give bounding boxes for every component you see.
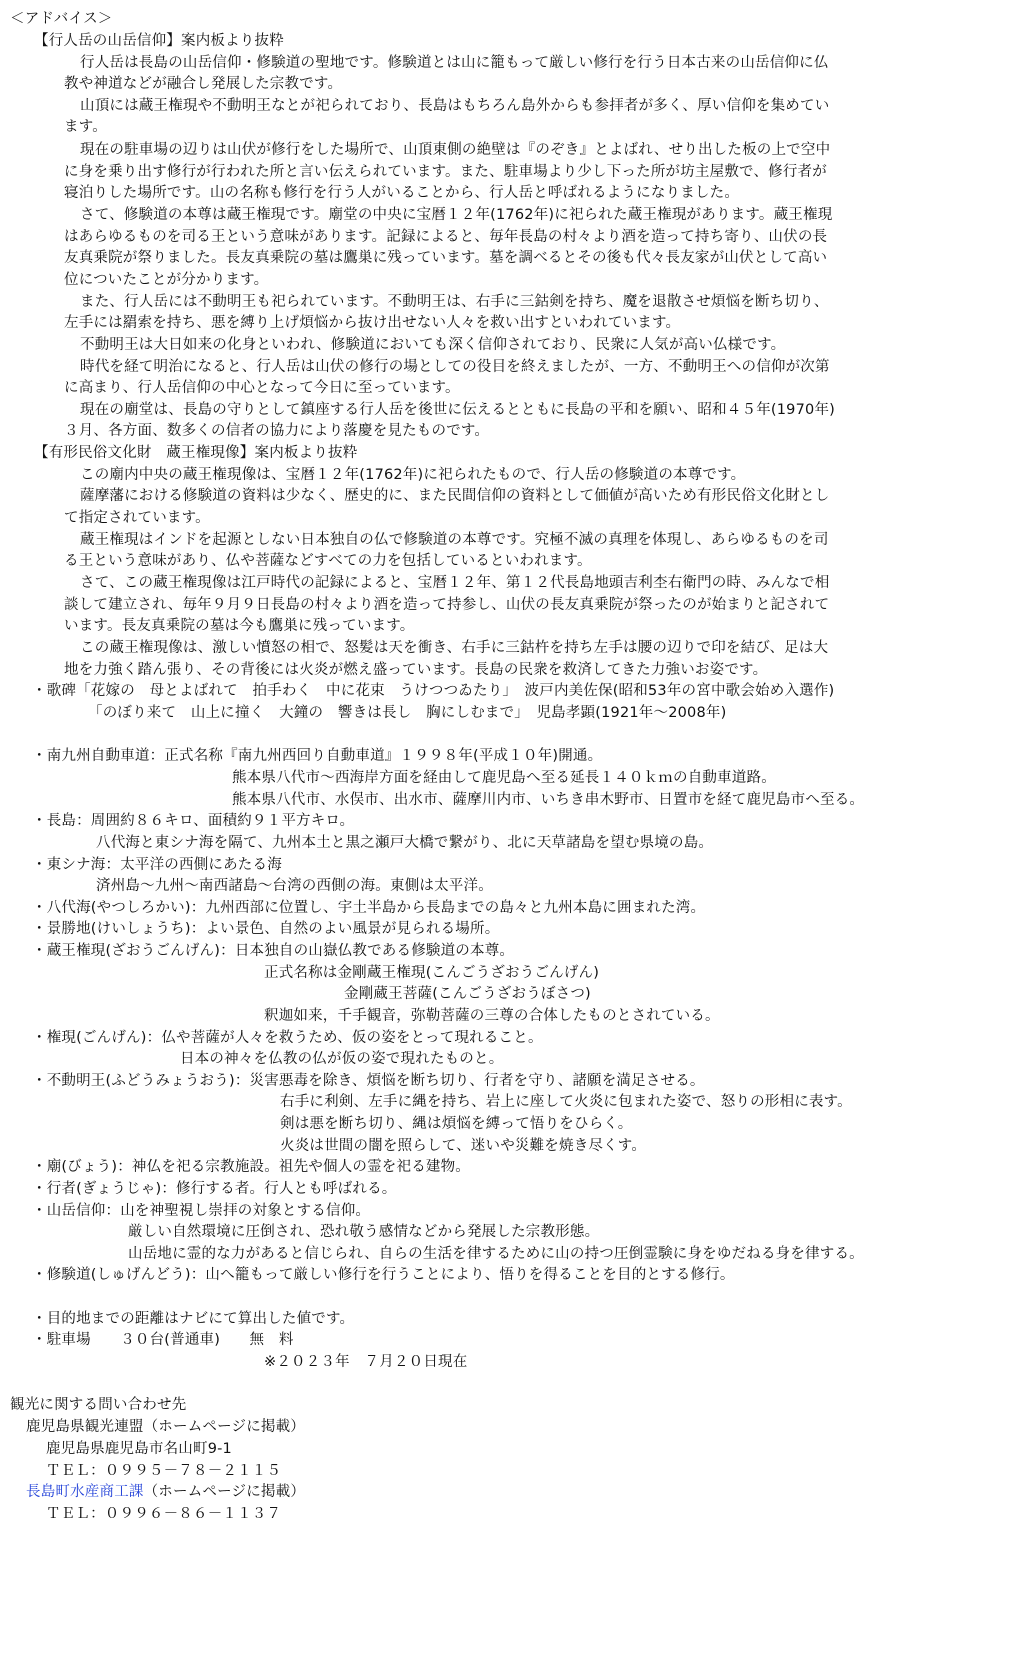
glossary-detail: 釈迦如来，千手観音，弥勒菩薩の三尊の合体したものとされている。 <box>264 1008 720 1024</box>
paragraph-line: 時代を経て明治になると、行人岳は山伏の修行の場としての役目を終えましたが、一方、不動明王への信仰が次第 <box>80 359 830 375</box>
paragraph-line: はあらゆるものを司る王という意味があります。記録によると、毎年長島の村々より酒を造って持ち寄り、山伏の長 <box>64 229 828 245</box>
parking-info: ・駐車場 ３０台(普通車) 無 料 <box>32 1332 294 1348</box>
paragraph-line: 山頂には蔵王権現や不動明王なとが祀られており、長島はもちろん島外からも参拝者が多く、厚い信仰を集めてい <box>80 98 830 114</box>
paragraph-line: 薩摩藩における修験道の資料は少なく、歴史的に、また民間信仰の資料として価値が高いため有形民俗文化財とし <box>80 488 830 504</box>
section-title-gyoninndake: 【行人岳の山岳信仰】案内板より抜粋 <box>34 33 284 49</box>
paragraph-line: 現在の駐車場の辺りは山伏が修行をした場所で、山頂東側の絶壁は『のぞき』とよばれ、せり出した板の上で空中 <box>80 142 831 158</box>
paragraph-line: また、行人岳には不動明王も祀られています。不動明王は、右手に三鈷剣を持ち、魔を退散させ煩悩を断ち切り、 <box>80 294 829 310</box>
glossary-detail: 火炎は世間の闇を照らして、迷いや災難を焼き尽くす。 <box>280 1138 647 1154</box>
paragraph-line: 位についたことが分かります。 <box>64 272 269 288</box>
nagashima-office-link[interactable]: 長島町水産商工課 <box>26 1484 144 1500</box>
paragraph-line: 左手には羂索を持ち、悪を縛り上げ煩悩から抜け出せない人々を救い出すといわれています。 <box>64 315 681 331</box>
paragraph-line: 寝泊りした場所です。山の名称も修行を行う人がいることから、行人岳と呼ばれるようになりました。 <box>64 185 740 201</box>
contact-heading: 観光に関する問い合わせ先 <box>10 1397 187 1413</box>
paragraph-line: います。長友真乗院の墓は今も鷹巣に残っています。 <box>64 618 415 634</box>
paragraph-line: て指定されています。 <box>64 510 210 526</box>
paragraph-line: 行人岳は長島の山岳信仰・修験道の聖地です。修験道とは山に籠もって厳しい修行を行う日本古来の山岳信仰に仏 <box>80 55 829 71</box>
paragraph-line: 不動明王は大日如来の化身といわれ、修験道においても深く信仰されており、民衆に人気が高い仏様です。 <box>80 337 786 353</box>
glossary-item: ・南九州自動車道：正式名称『南九州西回り自動車道』１９９８年(平成１０年)開通。 <box>32 748 603 764</box>
glossary-item: ・修験道(しゅげんどう)：山へ籠もって厳しい修行を行うことにより、悟りを得ることを目的とする修行。 <box>32 1267 735 1283</box>
advice-heading: ＜アドバイス＞ <box>10 11 113 27</box>
glossary-detail: 金剛蔵王菩薩(こんごうざおうぼさつ) <box>344 986 591 1002</box>
glossary-detail: 済州島～九州～南西諸島～台湾の西側の海。東側は太平洋。 <box>96 878 493 894</box>
paragraph-line: に身を乗り出す修行が行われた所と言い伝えられています。また、駐車場より少し下った所が坊主屋敷で、修行者が <box>64 164 827 180</box>
paragraph-line: この廟内中央の蔵王権現像は、宝暦１２年(1762年)に祀られたもので、行人岳の修験道の本尊です。 <box>80 467 746 483</box>
glossary-item: ・行者(ぎょうじゃ)：修行する者。行人とも呼ばれる。 <box>32 1181 397 1197</box>
glossary-detail: 正式名称は金剛蔵王権現(こんごうざおうごんげん) <box>264 965 600 981</box>
glossary-item: ・景勝地(けいしょうち)：よい景色、自然のよい風景が見られる場所。 <box>32 921 500 937</box>
contact-address: 鹿児島県鹿児島市名山町9-1 <box>46 1441 232 1457</box>
glossary-detail: 剣は悪を断ち切り、縄は煩悩を縛って悟りをひらく。 <box>280 1116 633 1132</box>
contact-org-nagashima <box>26 1481 305 1503</box>
paragraph-line: 現在の廟堂は、長島の守りとして鎮座する行人岳を後世に伝えるとともに長島の平和を願い、昭和４５年(1970年) <box>80 402 836 418</box>
paragraph-line: 地を力強く踏ん張り、その背後には火炎が燃え盛っています。長島の民衆を救済してきた力強いお姿です。 <box>64 662 768 678</box>
paragraph-line: 蔵王権現はインドを起源としない日本独自の仏で修験道の本尊です。究極不滅の真理を体現し、あらゆるものを司 <box>80 532 829 548</box>
section-title-zao-statue: 【有形民俗文化財 蔵王権現像】案内板より抜粋 <box>34 445 358 461</box>
contact-tel: ＴＥＬ：０９９５－７８－２１１５ <box>46 1463 282 1479</box>
distance-note: ・目的地までの距離はナビにて算出した値です。 <box>32 1311 355 1327</box>
glossary-detail: 山岳地に霊的な力があると信じられ、自らの生活を律するために山の持つ圧倒霊験に身をゆだねる身を律する。 <box>128 1246 864 1262</box>
paragraph-line: 談して建立され、毎年９月９日長島の村々より酒を造って持参し、山伏の長友真乗院が祭ったのが始まりと記されて <box>64 597 830 613</box>
glossary-detail: 右手に利剣、左手に縄を持ち、岩上に座して火炎に包まれた姿で、怒りの形相に表す。 <box>280 1094 852 1110</box>
glossary-item: ・八代海(やつしろかい)：九州西部に位置し、宇土半島から長島までの島々と九州本島に囲まれた湾。 <box>32 900 706 916</box>
poem-monument-2: 「のぼり来て 山上に撞く 大鐘の 響きは長し 胸にしむまで」 児島孝顕(1921年～2008年) <box>88 705 727 721</box>
paragraph-line: ３月、各方面、数多くの信者の協力により落慶を見たものです。 <box>64 423 490 439</box>
glossary-item: ・蔵王権現(ざおうごんげん)：日本独自の山嶽仏教である修験道の本尊。 <box>32 943 515 959</box>
glossary-item: ・権現(ごんげん)：仏や菩薩が人々を救うため、仮の姿をとって現れること。 <box>32 1030 543 1046</box>
glossary-item: ・不動明王(ふどうみょうおう)：災害悪毒を除き、煩悩を断ち切り、行者を守り、諸願を満足させる。 <box>32 1073 705 1089</box>
paragraph-line: る王という意味があり、仏や菩薩などすべての力を包括しているといわれます。 <box>64 553 592 569</box>
as-of-date: ※２０２３年 ７月２０日現在 <box>264 1354 468 1370</box>
glossary-item: ・山岳信仰：山を神聖視し崇拝の対象とする信仰。 <box>32 1203 371 1219</box>
paragraph-line: に高まり、行人岳信仰の中心となって今日に至っています。 <box>64 380 460 396</box>
glossary-detail: 熊本県八代市～西海岸方面を経由して鹿児島へ至る延長１４０ｋｍの自動車道路。 <box>232 770 776 786</box>
glossary-detail: 熊本県八代市、水俣市、出水市、薩摩川内市、いちき串木野市、日置市を経て鹿児島市へ至る。 <box>232 792 865 808</box>
contact-tel: ＴＥＬ：０９９６－８６－１１３７ <box>46 1506 282 1522</box>
glossary-detail: 厳しい自然環境に圧倒され、恐れ敬う感情などから発展した宗教形態。 <box>128 1224 600 1240</box>
glossary-item: ・廟(びょう)：神仏を祀る宗教施設。祖先や個人の霊を祀る建物。 <box>32 1159 471 1175</box>
contact-org-tourism-federation: 鹿児島県観光連盟（ホームページに掲載） <box>26 1419 306 1435</box>
paragraph-line: この蔵王権現像は、激しい憤怒の相で、怒髪は天を衝き、右手に三鈷杵を持ち左手は腰の辺りで印を結び、足は大 <box>80 640 829 656</box>
paragraph-line: さて、修験道の本尊は蔵王権現です。廟堂の中央に宝暦１２年(1762年)に祀られた蔵王権現があります。蔵王権現 <box>80 207 833 223</box>
glossary-detail: 八代海と東シナ海を隔て、九州本土と黒之瀬戸大橋で繋がり、北に天草諸島を望む県境の島。 <box>96 835 714 851</box>
paragraph-line: さて、この蔵王権現像は江戸時代の記録によると、宝暦１２年、第１２代長島地頭吉利杢右衛門の時、みんなで相 <box>80 575 830 591</box>
contact-org2-suffix: （ホームページに掲載） <box>143 1484 306 1500</box>
glossary-item: ・東シナ海：太平洋の西側にあたる海 <box>32 857 282 873</box>
paragraph-line: ます。 <box>64 119 107 135</box>
glossary-detail: 日本の神々を仏教の仏が仮の姿で現れたものと。 <box>180 1051 504 1067</box>
paragraph-line: 教や神道などが融合し発展した宗教です。 <box>64 76 343 92</box>
paragraph-line: 友真乗院が祭りました。長友真乗院の墓は鷹巣に残っています。墓を調べるとその後も代々長友家が山伏として高い <box>64 250 828 266</box>
glossary-item: ・長島：周囲約８６キロ、面積約９１平方キロ。 <box>32 813 355 829</box>
poem-monument-1: ・歌碑「花嫁の 母とよばれて 拍手わく 中に花束 うけつつゐたり」 波戸内美佐保(昭和53年の宮中歌会始め入選作) <box>32 683 835 699</box>
